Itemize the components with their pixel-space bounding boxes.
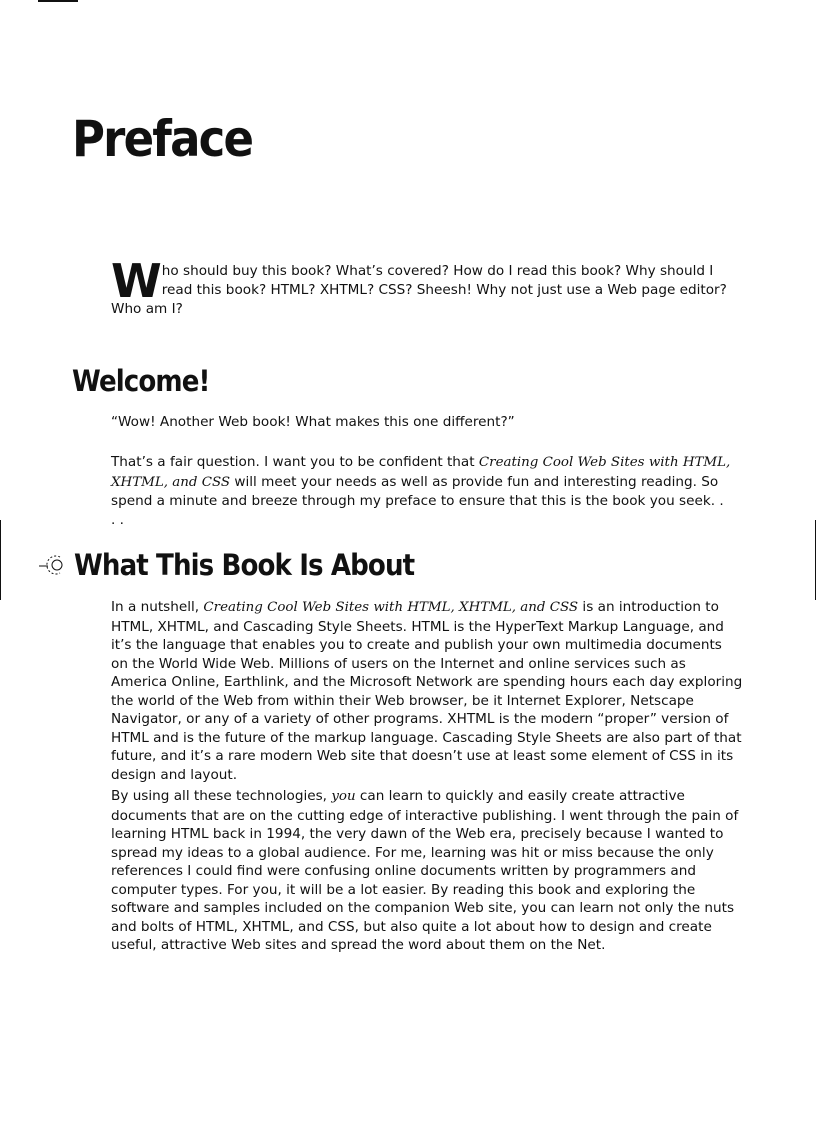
welcome-text-b: will meet your needs as well as provide fun and interesting reading. So spend a minute and breeze through my preface to ensure that this is the book you seek. . . .	[111, 473, 724, 528]
intro-paragraph	[111, 254, 731, 319]
crop-mark-left	[0, 520, 1, 600]
intro-text: ho should buy this book? What’s covered? How do I read this book? Why should I read this book? HTML? XHTML? CSS? Sheesh! Why not just use a Web page editor? Who am I?	[111, 263, 727, 317]
welcome-text-a: That’s a fair question. I want you to be confident that	[111, 454, 479, 470]
welcome-quote: “Wow! Another Web book! What makes this one different?”	[111, 414, 515, 430]
about-p1-text-b: is an introduction to HTML, XHTML, and Cascading Style Sheets. HTML is the HyperText Markup Language, and it’s the language that enables you to create and publish your own multimedia documents on the World Wide Web. Millions of users on the Internet and online services such as America Online, Earthlink, and the Microsoft Network are spending hours each day exploring the world of the Web from within their Web browser, be it Internet Explorer, Netscape Navigator, or any of a variety of other programs. XHTML is the modern “proper” version of HTML and is the future of the markup language. Cascading Style Sheets are also part of that future, and it’s a rare modern Web site that doesn’t use at least some element of CSS in its design and layout.	[111, 599, 743, 783]
about-p2-text-b: can learn to quickly and easily create attractive documents that are on the cutting edge of interactive publishing. I went through the pain of learning HTML back in 1994, the very dawn of the Web era, precisely because I wanted to spread my ideas to a global audience. For me, learning was hit or miss because the only references I could find were confusing online documents written by programmers and computer types. For you, it will be a lot easier. By reading this book and exploring the software and samples included on the companion Web site, you can learn not only the nuts and bolts of HTML, XHTML, and CSS, but also quite a lot about how to design and create useful, attractive Web sites and spread the word about them on the Net.	[111, 788, 739, 953]
welcome-paragraph	[111, 453, 731, 529]
book-title: Creating Cool Web Sites with HTML, XHTML, and CSS	[203, 600, 579, 615]
about-p2-text-a: By using all these technologies,	[111, 788, 332, 804]
about-paragraph-1	[111, 598, 743, 784]
emphasis-you: you	[331, 789, 356, 804]
book-title: Creating Cool Web Sites with HTML, XHTML, and CSS	[111, 455, 731, 490]
top-rule	[38, 0, 78, 2]
section-heading-about: What This Book Is About	[74, 548, 415, 582]
drop-cap: W	[111, 254, 160, 308]
section-heading-welcome: Welcome!	[72, 364, 210, 398]
new-section-icon	[38, 554, 70, 576]
about-paragraph-2	[111, 787, 743, 955]
chapter-title: Preface	[72, 110, 253, 168]
about-p1-text-a: In a nutshell,	[111, 599, 204, 615]
